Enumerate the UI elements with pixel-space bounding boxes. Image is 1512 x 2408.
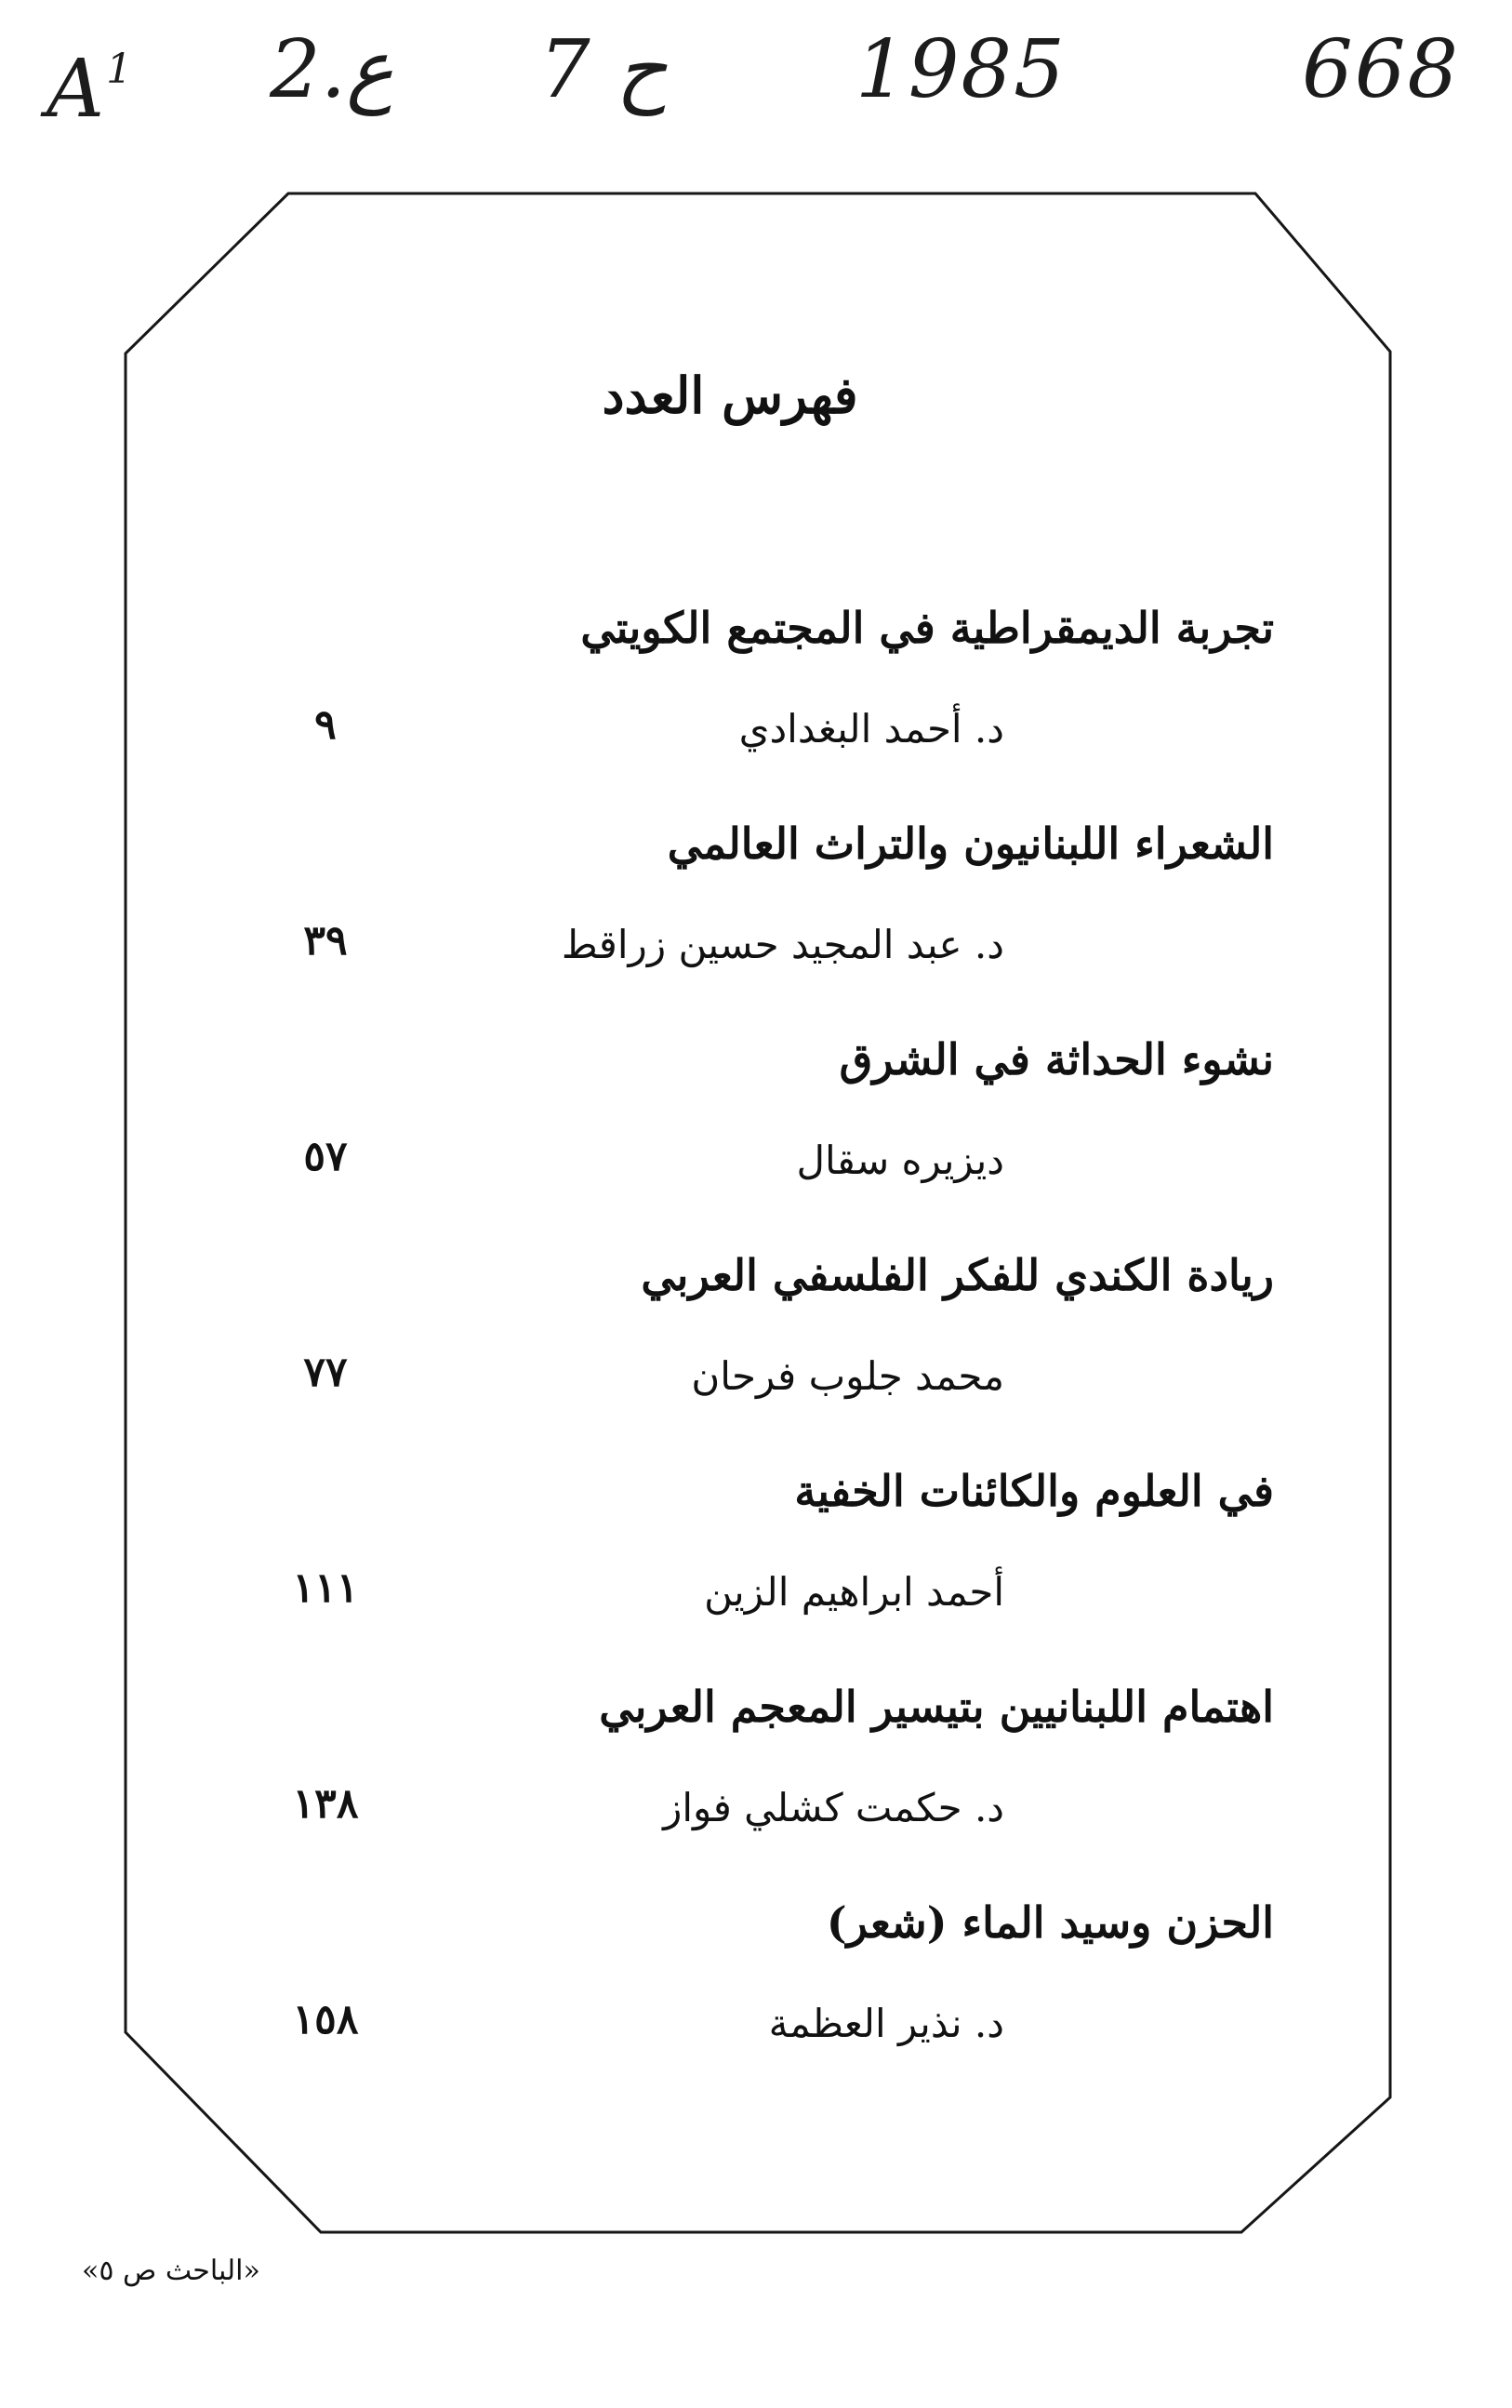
toc-entry [186, 811, 1274, 1027]
page-number: ٣٩ [303, 917, 348, 965]
toc-entry [186, 1458, 1274, 1674]
article-author: أحمد ابراهيم الزين [704, 1569, 1004, 1615]
page-number: ٥٧ [303, 1133, 348, 1180]
article-author: محمد جلوب فرحان [691, 1353, 1004, 1399]
page-title: فهرس العدد [602, 366, 858, 425]
page-number: ١٣٨ [292, 1780, 359, 1828]
toc-entry [186, 1674, 1274, 1890]
article-title: في العلوم والكائنات الخفية [794, 1466, 1274, 1516]
table-of-contents [186, 363, 1274, 2106]
toc-entry [186, 1890, 1274, 2106]
article-title: ريادة الكندي للفكر الفلسفي العربي [641, 1250, 1274, 1300]
handwritten-number: 668 [1302, 23, 1461, 116]
toc-entry [186, 595, 1274, 811]
article-author: د. عبد المجيد حسين زراقط [561, 922, 1004, 967]
article-author: ديزيره سقال [796, 1137, 1004, 1183]
article-title: الحزن وسيد الماء (شعر) [826, 1897, 1274, 1948]
handwritten-year: 1985 [855, 23, 1067, 116]
source-citation: «الباحث ص ٥» [82, 2255, 260, 2287]
toc-entry [186, 1027, 1274, 1243]
toc-entry [186, 1243, 1274, 1458]
article-author: د. نذير العظمة [768, 2001, 1004, 2046]
handwritten-catalog-annotation [37, 19, 1488, 136]
article-title: تجربة الديمقراطية في المجتمع الكويتي [580, 603, 1274, 653]
page-number: ١١١ [292, 1564, 359, 1612]
article-title: اهتمام اللبنانيين بتيسير المعجم العربي [599, 1682, 1274, 1732]
article-title: نشوء الحداثة في الشرق [839, 1034, 1274, 1084]
handwritten-ref-code: $A^1$ [46, 43, 135, 136]
page-number: ٩ [314, 701, 337, 749]
handwritten-part-b: 2.ع [270, 23, 394, 116]
handwritten-part-c: 7 ح [539, 23, 668, 116]
page-number: ١٥٨ [292, 1996, 359, 2043]
article-author: د. أحمد البغدادي [738, 706, 1004, 752]
page-number: ٧٧ [303, 1349, 348, 1396]
article-title: الشعراء اللبنانيون والتراث العالمي [667, 818, 1274, 869]
article-author: د. حكمت كشلي فواز [663, 1785, 1004, 1830]
